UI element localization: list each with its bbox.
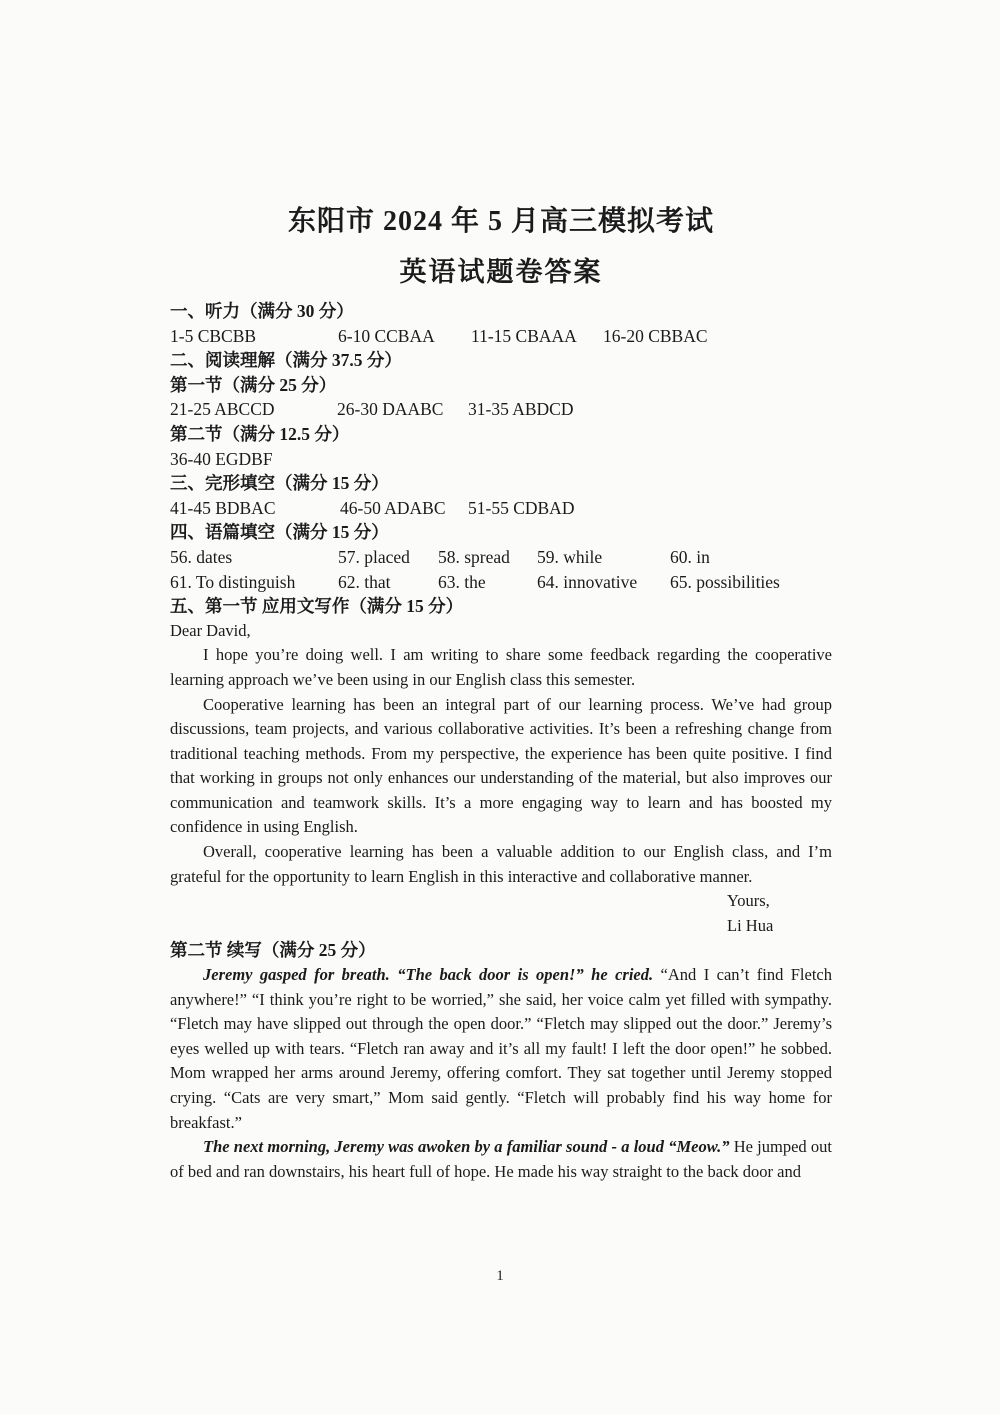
letter-paragraph-3: Overall, cooperative learning has been a valuable addition to our English class, and I’m grateful for the opportunity to learn English in this interactive and collaborative manner.: [170, 842, 832, 886]
letter-paragraph-1: I hope you’re doing well. I am writing to share some feedback regarding the cooperative learning approach we’ve been using in our English class this semester.: [170, 645, 832, 689]
answer-item: 61. To distinguish: [170, 571, 296, 592]
cloze-answers: [170, 496, 832, 521]
continuation-section: [170, 938, 832, 1184]
answer-item: 56. dates: [170, 546, 233, 567]
answer-range: 21-25 ABCCD: [170, 399, 275, 420]
answer-range: 11-15 CBAAA: [471, 325, 577, 346]
model-essay: [170, 619, 832, 939]
answer-item: 59. while: [537, 546, 603, 567]
answer-item: 57. placed: [338, 546, 410, 567]
answer-item: 65. possibilities: [670, 571, 780, 592]
reading-heading: 二、阅读理解（满分 37.5 分）: [170, 350, 402, 371]
letter-paragraph-2: Cooperative learning has been an integral part of our learning process. We’ve had group discussions, team projects, and various collaborative activities. It’s been a refreshing change from traditional teaching methods. From my perspective, the experience has been quite positive. I find that working in groups not only enhances our understanding of the material, but also improves our communication and teamwork skills. It’s a more engaging way to learn and has boosted my confidence in using English.: [170, 694, 832, 837]
exam-subtitle: 英语试题卷答案: [399, 257, 603, 287]
answer-range: 6-10 CCBAA: [338, 325, 435, 346]
continuation-paragraph-2: [170, 1135, 832, 1184]
answer-range: 36-40 EGDBF: [170, 448, 273, 469]
page-number: 1: [496, 1268, 504, 1284]
reading-part2-answers: [170, 447, 832, 472]
answer-range: 46-50 ADABC: [340, 497, 446, 518]
reading-part2-heading: 第二节（满分 12.5 分）: [170, 423, 350, 444]
answer-range: 1-5 CBCBB: [170, 325, 257, 346]
continuation-para2-body: He jumped out of bed and ran downstairs, his heart full of hope. He made his way straight to the back door and: [170, 1137, 832, 1181]
continuation-para2-prompt: The next morning, Jeremy was awoken by a familiar sound - a loud “Meow.”: [203, 1137, 730, 1157]
grammar-fill-answers-row1: [170, 545, 832, 570]
cloze-heading: 三、完形填空（满分 15 分）: [170, 473, 389, 494]
letter-salutation: Dear David,: [170, 620, 251, 640]
reading-part1-answers: [170, 397, 832, 422]
letter-signature-block: [727, 889, 832, 938]
answer-item: 63. the: [438, 571, 486, 592]
answer-item: 64. innovative: [537, 571, 638, 592]
reading-part1-heading: 第一节（满分 25 分）: [170, 374, 337, 395]
exam-title: 东阳市 2024 年 5 月高三模拟考试: [287, 206, 714, 237]
continuation-para1-prompt: Jeremy gasped for breath. “The back door is open!” he cried.: [203, 965, 654, 985]
listening-heading: 一、听力（满分 30 分）: [170, 301, 354, 321]
writing-heading: 五、第一节 应用文写作（满分 15 分）: [170, 596, 464, 617]
answer-range: 31-35 ABDCD: [468, 399, 574, 420]
letter-closing: Yours,: [727, 891, 770, 911]
continuation-paragraph-1: [170, 963, 832, 1135]
grammar-fill-heading: 四、语篇填空（满分 15 分）: [170, 522, 389, 543]
answer-item: 58. spread: [438, 546, 510, 567]
answer-item: 60. in: [670, 546, 710, 567]
continuation-para1-body: “And I can’t find Fletch anywhere!” “I think you’re right to be worried,” she said, her voice calm yet filled with sympathy. “Fletch may have slipped out through the open door.” “Fletch may slipped out the door.” Jeremy’s eyes welled up with tears. “Fletch ran away and it’s all my fault! I left the door open!” he sobbed. Mom wrapped her arms around Jeremy, offering comfort. They sat together until Jeremy stopped crying. “Cats are very smart,” Mom said gently. “Fletch will probably find his way home for breakfast.”: [170, 965, 832, 1132]
continuation-heading: 第二节 续写（满分 25 分）: [170, 940, 376, 961]
document-content: [170, 205, 832, 1184]
listening-answers: [170, 324, 832, 349]
answer-key-block: [170, 299, 832, 619]
answer-item: 62. that: [338, 571, 391, 592]
answer-range: 16-20 CBBAC: [603, 325, 708, 346]
answer-range: 26-30 DAABC: [337, 399, 444, 420]
grammar-fill-answers-row2: [170, 570, 832, 595]
answer-range: 41-45 BDBAC: [170, 497, 276, 518]
letter-signature: Li Hua: [727, 915, 774, 935]
answer-range: 51-55 CDBAD: [468, 497, 575, 518]
